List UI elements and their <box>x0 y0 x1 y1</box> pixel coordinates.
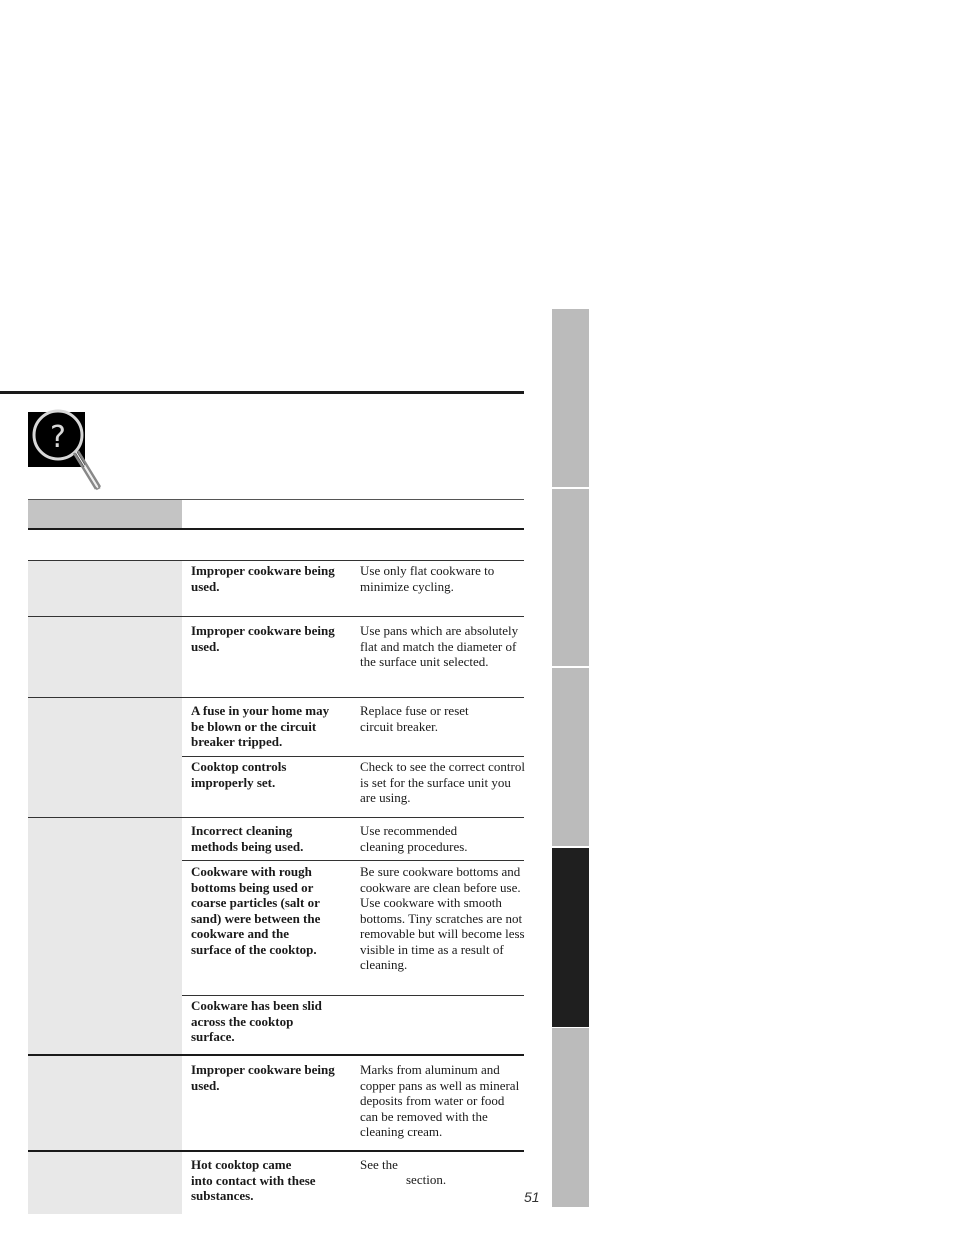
header-rule <box>0 391 524 394</box>
question-magnifier-icon <box>28 407 108 495</box>
side-tab-1[interactable] <box>552 309 589 487</box>
fix-text: Use recommended cleaning procedures. <box>360 823 468 854</box>
fix-text: Check to see the correct control is set for the surface unit you are using. <box>360 759 525 805</box>
side-tab-3[interactable] <box>552 668 589 846</box>
cause-text: Incorrect cleaning methods being used. <box>191 823 304 854</box>
row-divider <box>182 995 524 996</box>
side-tab-2[interactable] <box>552 489 589 666</box>
fix-text: Use only flat cookware to minimize cycling. <box>360 563 495 594</box>
cause-text: Cookware with rough bottoms being used or coarse particles (salt or sand) were between the cookware and the surface of the cooktop. <box>191 864 321 957</box>
table-header-shade <box>28 500 182 528</box>
svg-text:?: ? <box>50 420 66 455</box>
page-number: 51 <box>524 1189 540 1205</box>
fix-text: Replace fuse or reset circuit breaker. <box>360 703 469 734</box>
problem-cell-1 <box>28 561 182 616</box>
problem-cell-5 <box>28 1056 182 1150</box>
fix-text-a: See the <box>360 1157 398 1172</box>
side-tab-active[interactable] <box>552 848 589 1027</box>
row-divider <box>182 860 524 861</box>
problem-cell-4 <box>28 818 182 1054</box>
fix-text: Use pans which are absolutely flat and match the diameter of the surface unit selected. <box>360 623 519 669</box>
cause-text: Improper cookware being used. <box>191 1062 335 1093</box>
cause-text: Improper cookware being used. <box>191 563 335 594</box>
table-header-rule <box>28 528 524 530</box>
fix-text: Marks from aluminum and copper pans as well as mineral deposits from water or food can be removed with the cleaning cream. <box>360 1062 520 1139</box>
cause-text: Improper cookware being used. <box>191 623 335 654</box>
fix-text: Be sure cookware bottoms and cookware are clean before use. Use cookware with smooth bottoms. Tiny scratches are not removable but will become less visible in time as a result of cleaning. <box>360 864 525 972</box>
side-tab-5[interactable] <box>552 1028 589 1207</box>
problem-cell-2 <box>28 617 182 697</box>
cause-text: A fuse in your home may be blown or the circuit breaker tripped. <box>191 703 330 749</box>
cause-text: Cookware has been slid across the cooktop surface. <box>191 998 322 1044</box>
problem-cell-3 <box>28 698 182 817</box>
cause-text: Hot cooktop came into contact with these substances. <box>191 1157 316 1203</box>
row-divider <box>182 756 524 757</box>
problem-cell-6 <box>28 1152 182 1214</box>
fix-text-b: section. <box>406 1172 447 1187</box>
cause-text: Cooktop controls improperly set. <box>191 759 287 790</box>
